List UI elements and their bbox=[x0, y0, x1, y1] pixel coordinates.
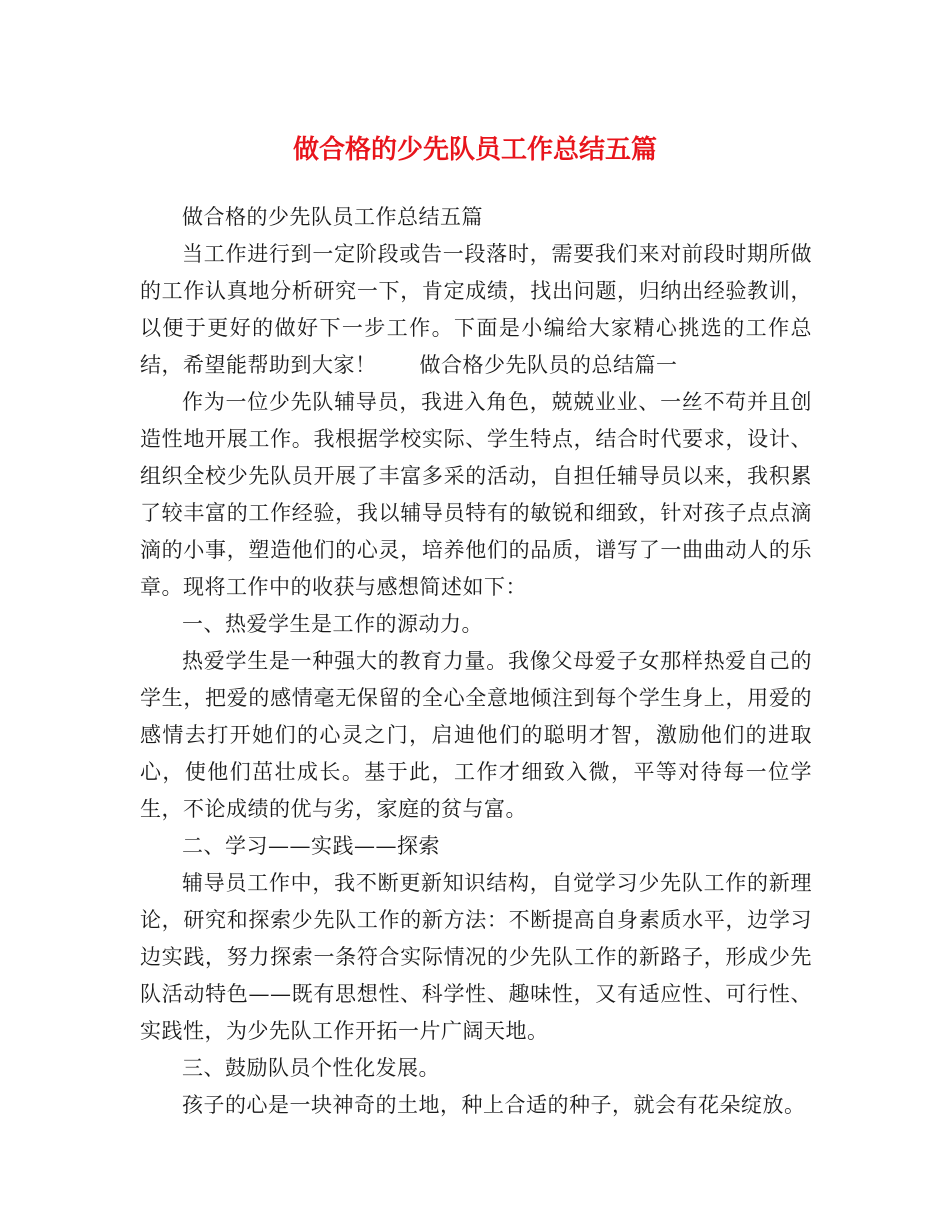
body-paragraph: 热爱学生是一种强大的教育力量。我像父母爱子女那样热爱自己的学生，把爱的感情毫无保留的全心全意地倾注到每个学生身上，用爱的感情去打开她们的心灵之门，启迪他们的聪明才智，激励他们的进取心，使他们茁壮成长。基于此，工作才细致入微，平等对待每一位学生，不论成绩的优与劣，家庭的贫与富。 bbox=[140, 649, 812, 821]
section-heading: 二、学习——实践——探索 bbox=[182, 834, 440, 858]
body-paragraph: 作为一位少先队辅导员，我进入角色，兢兢业业、一丝不苟并且创造性地开展工作。我根据学校实际、学生特点，结合时代要求，设计、组织全校少先队员开展了丰富多采的活动，自担任辅导员以来，我积累了较丰富的工作经验，我以辅导员特有的敏锐和细致，针对孩子点点滴滴的小事，塑造他们的心灵，培养他们的品质，谱写了一曲曲动人的乐章。现将工作中的收获与感想简述如下： bbox=[140, 390, 812, 599]
body-paragraph: 辅导员工作中，我不断更新知识结构，自觉学习少先队工作的新理论，研究和探索少先队工作的新方法：不断提高自身素质水平，边学习边实践，努力探索一条符合实际情况的少先队工作的新路子，形成少先队活动特色——既有思想性、科学性、趣味性，又有适应性、可行性、实践性，为少先队工作开拓一片广阔天地。 bbox=[140, 871, 812, 1043]
section-heading: 三、鼓励队员个性化发展。 bbox=[182, 1056, 440, 1080]
section-heading: 一、热爱学生是工作的源动力。 bbox=[182, 612, 483, 636]
intro-paragraph: 当工作进行到一定阶段或告一段落时，需要我们来对前段时期所做的工作认真地分析研究一下，肯定成绩，找出问题，归纳出经验教训，以便于更好的做好下一步工作。下面是小编给大家精心挑选的工作总结，希望能帮助到大家！ 做合格少先队员的总结篇一 bbox=[140, 242, 812, 377]
document-body bbox=[140, 199, 812, 1124]
subtitle-paragraph: 做合格的少先队员工作总结五篇 bbox=[182, 205, 483, 229]
body-paragraph: 孩子的心是一块神奇的土地，种上合适的种子，就会有花朵绽放。 bbox=[182, 1093, 806, 1117]
document-title: 做合格的少先队员工作总结五篇 bbox=[292, 135, 657, 165]
